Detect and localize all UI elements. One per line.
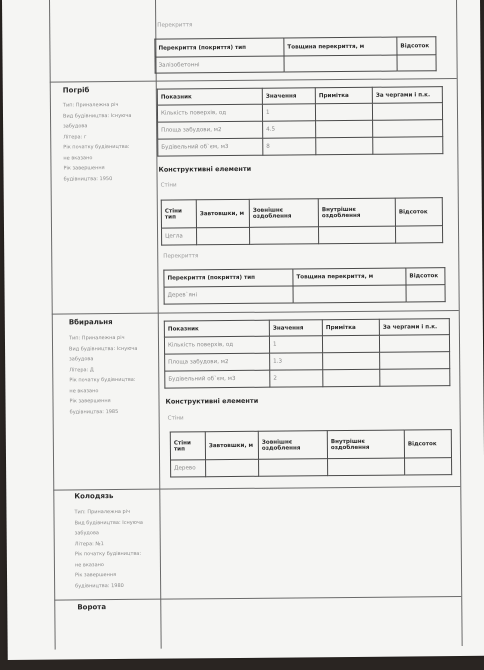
header-cell: За чергами і п.к.: [372, 87, 442, 104]
section-divider: [53, 486, 460, 491]
detail-line: Рік початку будівництва:: [63, 143, 130, 151]
table-cell: [328, 458, 405, 476]
indicators-table: [164, 318, 451, 388]
table-cell: 1.3: [270, 353, 323, 370]
table-cell: [397, 55, 436, 71]
roof-table: [163, 267, 445, 304]
detail-line: не вказано: [69, 387, 99, 394]
table-cell: [315, 103, 372, 120]
roof-caption: Перекриття: [163, 253, 199, 260]
walls-caption: Стіни: [167, 415, 184, 422]
header-cell: Товщина перекриття, м: [284, 37, 397, 56]
table-cell: [318, 226, 395, 244]
object-details: [63, 100, 156, 185]
table-cell: [380, 352, 450, 370]
header-cell: Примітка: [322, 319, 379, 335]
object-details: [69, 333, 158, 418]
right-border: [456, 0, 463, 646]
elements-title: Конструктивні елементи: [158, 164, 252, 174]
header-cell: За чергами і п.к.: [379, 319, 449, 336]
table-cell: [395, 226, 442, 243]
table-cell: Площа забудови, м2: [158, 121, 263, 139]
table-cell: [373, 120, 443, 138]
detail-line: Рік завершення: [69, 398, 111, 405]
detail-line: Рік початку будівництва:: [74, 550, 142, 558]
header-cell: Відсоток: [397, 37, 436, 55]
header-cell: Внутрішнє оздоблення: [318, 198, 395, 227]
detail-line: будівництва: 1980: [75, 582, 124, 589]
table-cell: [323, 352, 380, 369]
header-cell: Показник: [157, 88, 262, 105]
table-cell: [379, 335, 449, 353]
table-cell: 2: [270, 370, 323, 387]
header-cell: Внутрішнє оздоблення: [327, 430, 404, 459]
left-border: [49, 0, 56, 650]
detail-line: Тип: Приналежна річ: [62, 101, 119, 109]
header-cell: Стіни тип: [170, 432, 205, 460]
roof-caption: Перекриття: [157, 22, 193, 29]
header-cell: Відсоток: [404, 430, 451, 458]
table-cell: Залізобетонні: [155, 56, 284, 73]
header-cell: Відсоток: [406, 268, 445, 285]
table-cell: [372, 103, 442, 121]
document-page: [2, 0, 484, 660]
detail-line: Вид будівництва: Існуюча: [69, 345, 138, 352]
table-cell: Будівельний об`єм, м3: [165, 370, 270, 388]
table-cell: Цегла: [161, 228, 196, 245]
detail-line: Рік завершення: [63, 165, 105, 172]
header-cell: Значення: [262, 88, 315, 104]
table-cell: [316, 120, 373, 137]
table-cell: [206, 459, 259, 476]
header-cell: Зовнішнє оздоблення: [249, 199, 318, 228]
table-cell: Кількість поверхів, од: [164, 336, 269, 354]
detail-line: забудова: [69, 356, 94, 363]
detail-line: забудова: [63, 123, 88, 130]
header-cell: Зовнішнє оздоблення: [258, 431, 327, 460]
table-cell: [284, 55, 397, 72]
table-cell: Площа забудови, м2: [165, 353, 270, 371]
roof-table: [154, 36, 436, 73]
section-title: Вбиральня: [68, 318, 113, 327]
indicators-table: [157, 86, 444, 156]
header-cell: Завтовшки, м: [205, 431, 258, 459]
detail-line: Вид будівництва: Існуюча: [74, 519, 143, 526]
detail-line: не вказано: [63, 154, 93, 161]
table-cell: Кількість поверхів, од: [157, 104, 262, 122]
background-edge: [0, 660, 484, 670]
table-cell: [323, 369, 380, 386]
table-cell: [406, 285, 445, 302]
section-title: Ворота: [77, 603, 107, 612]
header-cell: Показник: [164, 320, 269, 337]
section-divider: [50, 78, 457, 83]
detail-line: Літера: г: [63, 133, 87, 140]
detail-line: Літера: Д: [69, 366, 94, 373]
header-cell: Стіни тип: [161, 200, 196, 228]
section-divider: [54, 596, 461, 601]
table-cell: Дерев`яні: [164, 286, 293, 304]
table-cell: [196, 227, 249, 244]
table-cell: [249, 227, 318, 245]
table-cell: Будівельний об`єм, м3: [158, 138, 263, 156]
header-cell: Завтовшки, м: [196, 199, 249, 227]
table-cell: [316, 137, 373, 154]
detail-line: Літера: №1: [74, 540, 104, 547]
section-title: Колодязь: [74, 492, 114, 501]
object-details: [74, 507, 159, 592]
walls-caption: Стіни: [160, 182, 177, 189]
table-cell: 4.5: [263, 121, 316, 138]
table-cell: [405, 458, 452, 475]
detail-line: не вказано: [74, 561, 104, 568]
detail-line: Вид будівництва: Існуюча: [62, 112, 132, 119]
table-cell: 8: [263, 138, 316, 155]
header-cell: Значення: [269, 320, 322, 336]
header-cell: Відсоток: [395, 198, 442, 226]
detail-line: Тип: Приналежна річ: [68, 334, 125, 342]
table-cell: [380, 369, 450, 387]
table-cell: [322, 335, 379, 352]
detail-line: Тип: Приналежна річ: [74, 508, 131, 516]
detail-line: будівництва: 1950: [63, 175, 113, 182]
table-cell: 1: [269, 336, 322, 353]
header-cell: Перекриття (покриття) тип: [164, 269, 293, 287]
detail-line: Рік завершення: [74, 572, 117, 579]
header-cell: Перекриття (покриття) тип: [155, 38, 284, 57]
walls-table: [170, 429, 452, 477]
table-cell: [373, 137, 443, 155]
table-cell: [259, 459, 328, 477]
detail-line: Рік початку будівництва:: [69, 376, 136, 384]
detail-line: забудова: [74, 530, 99, 537]
walls-table: [161, 197, 443, 245]
elements-title: Конструктивні елементи: [165, 396, 259, 406]
table-cell: [293, 285, 406, 303]
table-cell: 1: [262, 104, 315, 121]
section-title: Погріб: [62, 86, 90, 95]
detail-line: будівництва: 1985: [69, 408, 119, 415]
header-cell: Товщина перекриття, м: [293, 268, 406, 286]
header-cell: Примітка: [315, 87, 372, 103]
table-cell: Дерево: [171, 460, 206, 477]
section-divider: [52, 310, 459, 315]
